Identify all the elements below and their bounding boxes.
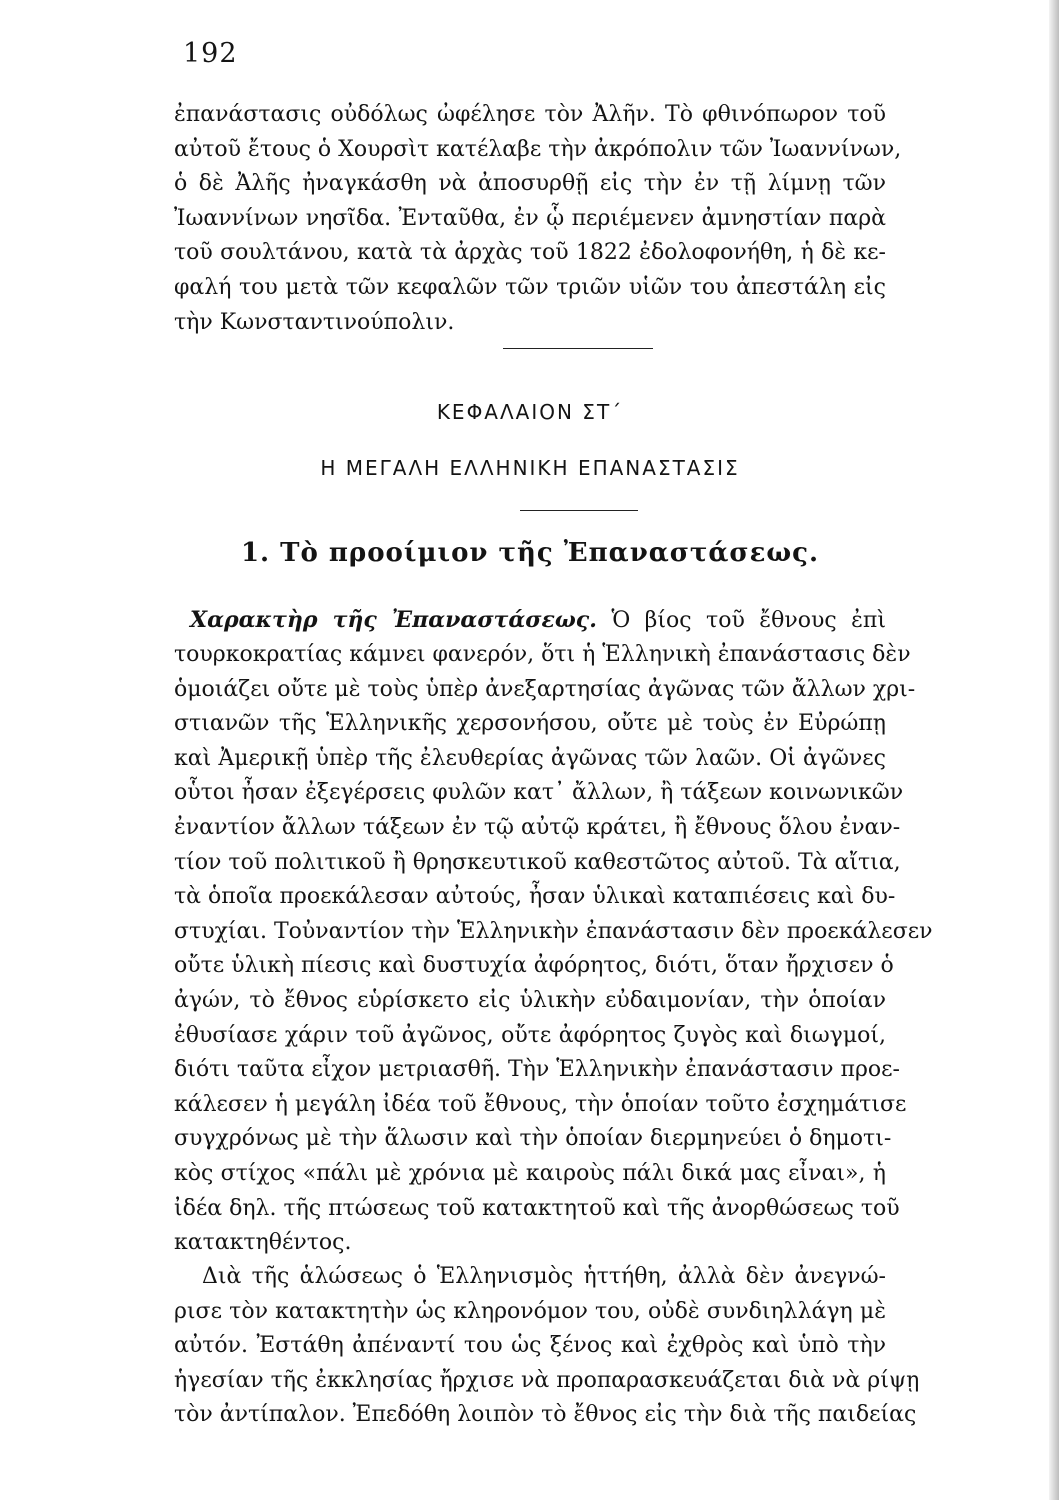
text-line: διότι ταῦτα εἶχον μετριασθῆ. Τὴν Ἑλληνικὴν ἐπανάστασιν προε-: [174, 1057, 900, 1083]
text-line: κατακτηθέντος.: [174, 1230, 352, 1256]
text-line: τίον τοῦ πολιτικοῦ ἢ θρησκευτικοῦ καθεστῶτος αὐτοῦ. Τὰ αἴτια,: [174, 849, 901, 875]
chapter-label: ΚΕΦΑΛΑΙΟΝ ΣΤ΄: [436, 400, 624, 424]
text-line: ὁμοιάζει οὔτε μὲ τοὺς ὑπὲρ ἀνεξαρτησίας ἀγῶνας τῶν ἄλλων χρι-: [174, 676, 916, 702]
text-line: ἐναντίον ἄλλων τάξεων ἐν τῷ αὐτῷ κράτει, ἢ ἔθνους ὅλου ἐναν-: [174, 814, 901, 840]
text-line: κὸς στίχος «πάλι μὲ χρόνια μὲ καιροὺς πάλι δικά μας εἶναι», ἡ: [174, 1160, 886, 1186]
main-paragraph-first-line: [190, 603, 886, 638]
text-line: αὐτόν. Ἐστάθη ἀπέναντί του ὡς ξένος καὶ ἐχθρὸς καὶ ὑπὸ τὴν: [174, 1333, 886, 1359]
text-line: στιανῶν τῆς Ἑλληνικῆς χερσονήσου, οὔτε μὲ τοὺς ἐν Εὐρώπῃ: [174, 711, 886, 737]
text-line: τὰ ὁποῖα προεκάλεσαν αὐτούς, ἦσαν ὑλικαὶ καταπιέσεις καὶ δυ-: [174, 884, 896, 910]
text-line: οὔτε ὑλικὴ πίεσις καὶ δυστυχία ἀφόρητος, διότι, ὅταν ἤρχισεν ὁ: [174, 953, 894, 979]
text-line: καὶ Ἀμερικῇ ὑπὲρ τῆς ἐλευθερίας ἀγῶνας τῶν λαῶν. Οἱ ἀγῶνες: [174, 745, 886, 771]
text-line: κάλεσεν ἡ μεγάλη ἰδέα τοῦ ἔθνους, τὴν ὁποίαν τοῦτο ἐσχημάτισε: [174, 1091, 907, 1117]
text-line: Διὰ τῆς ἁλώσεως ὁ Ἑλληνισμὸς ἡττήθη, ἀλλὰ δὲν ἀνεγνώ-: [202, 1264, 886, 1289]
text-line: ἡγεσίαν τῆς ἐκκλησίας ἤρχισε νὰ προπαρασκευάζεται διὰ νὰ ρίψῃ: [174, 1367, 920, 1393]
text-line: ἰδέα δηλ. τῆς πτώσεως τοῦ κατακτητοῦ καὶ τῆς ἀνορθώσεως τοῦ: [174, 1195, 900, 1221]
text-line: τοῦ σουλτάνου, κατὰ τὰ ἀρχὰς τοῦ 1822 ἐδολοφονήθη, ἡ δὲ κε-: [174, 240, 886, 266]
section-heading: 1. Τὸ προοίμιον τῆς Ἐπαναστάσεως.: [240, 538, 820, 568]
text-line: οὗτοι ἦσαν ἐξεγέρσεις φυλῶν κατ᾽ ἄλλων, ἢ τάξεων κοινωνικῶν: [174, 780, 904, 806]
text-line: συγχρόνως μὲ τὴν ἅλωσιν καὶ τὴν ὁποίαν διερμηνεύει ὁ δημοτι-: [174, 1126, 892, 1152]
text-fragment: Ὁ βίος τοῦ ἔθνους ἐπὶ: [596, 608, 886, 633]
second-paragraph: [174, 1260, 920, 1433]
scan-page-edge: [1049, 0, 1059, 1500]
text-line: [190, 603, 886, 638]
page-number: 192: [183, 38, 238, 69]
text-line: τὴν Κωνσταντινούπολιν.: [174, 309, 455, 335]
main-paragraph: [174, 638, 933, 1261]
text-line: φαλή του μετὰ τῶν κεφαλῶν τῶν τριῶν υἱῶν του ἀπεστάλη εἰς: [174, 274, 886, 300]
text-line: ἀγών, τὸ ἔθνος εὑρίσκετο εἰς ὑλικὴν εὐδαιμονίαν, τὴν ὁποίαν: [174, 987, 886, 1013]
text-line: τουρκοκρατίας κάμνει φανερόν, ὅτι ἡ Ἑλληνικὴ ἐπανάστασις δὲν: [174, 642, 911, 667]
text-line: ρισε τὸν κατακτητὴν ὡς κληρονόμον του, οὐδὲ συνδιηλλάγη μὲ: [174, 1298, 886, 1324]
paragraph-lead-heading: Χαρακτὴρ τῆς Ἐπαναστάσεως.: [190, 607, 597, 633]
text-line: τὸν ἀντίπαλον. Ἐπεδόθη λοιπὸν τὸ ἔθνος εἰς τὴν διὰ τῆς παιδείας: [174, 1402, 917, 1428]
text-line: ἐπανάστασις οὐδόλως ὠφέλησε τὸν Ἀλῆν. Τὸ φθινόπωρον τοῦ: [174, 102, 886, 127]
text-line: ὁ δὲ Ἀλῆς ἠναγκάσθη νὰ ἀποσυρθῇ εἰς τὴν ἐν τῇ λίμνῃ τῶν: [174, 171, 886, 197]
chapter-divider-top: [503, 348, 653, 349]
text-line: ἐθυσίασε χάριν τοῦ ἀγῶνος, οὔτε ἀφόρητος ζυγὸς καὶ διωγμοί,: [174, 1022, 886, 1048]
chapter-divider-bottom: [520, 510, 638, 511]
chapter-title: Η ΜΕΓΑΛΗ ΕΛΛΗΝΙΚΗ ΕΠΑΝΑΣΤΑΣΙΣ: [320, 456, 740, 480]
opening-paragraph: [174, 98, 902, 340]
text-line: στυχίαι. Τοὐναντίον τὴν Ἑλληνικὴν ἐπανάστασιν δὲν προεκάλεσεν: [174, 918, 933, 944]
text-line: Ἰωαννίνων νησῖδα. Ἐνταῦθα, ἐν ᾧ περιέμενεν ἀμνηστίαν παρὰ: [174, 205, 886, 231]
text-line: αὐτοῦ ἔτους ὁ Χουρσὶτ κατέλαβε τὴν ἀκρόπολιν τῶν Ἰωαννίνων,: [174, 136, 902, 162]
